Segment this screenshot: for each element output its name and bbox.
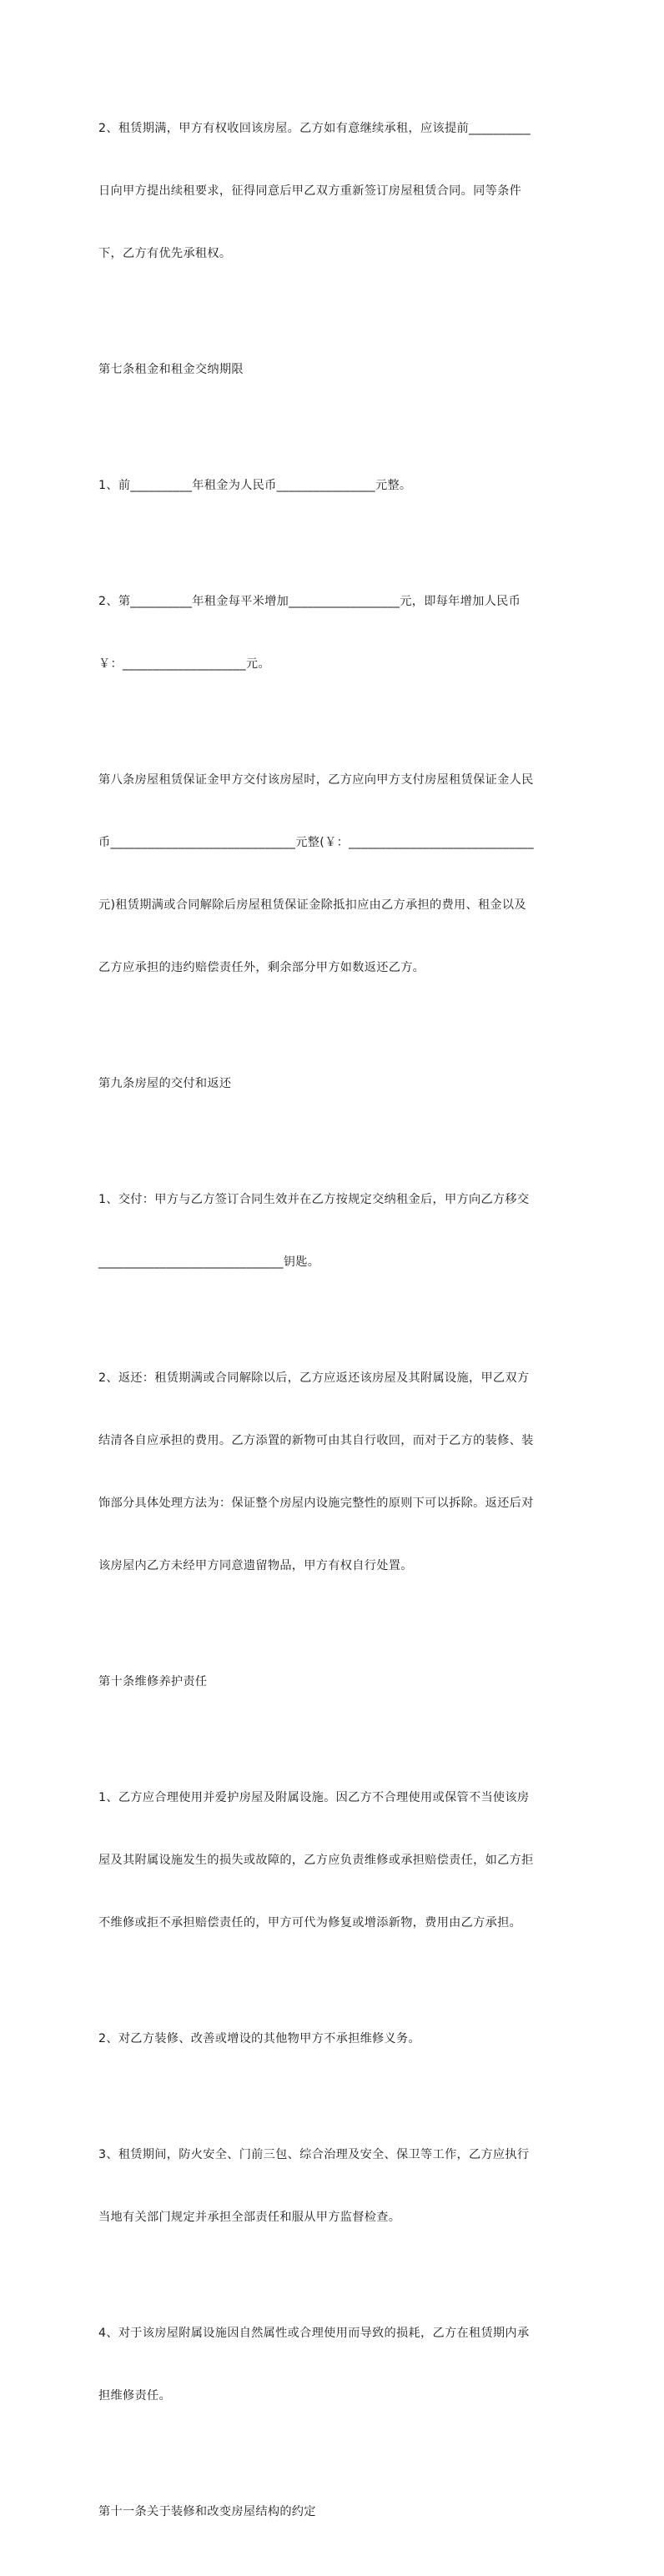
paragraph-rent-2 <box>98 550 567 717</box>
text-line: 1、交付：甲方与乙方签订合同生效并在乙方按规定交纳租金后，甲方向乙方移交 <box>98 1193 530 1206</box>
text-line: 币______________________________元整(￥：______________________________ <box>98 836 534 849</box>
text-line: 第十一条关于装修和改变房屋结构的约定 <box>98 2505 316 2518</box>
text-line: ______________________________钥匙。 <box>98 1255 320 1269</box>
text-line: 1、前__________年租金为人民币________________元整。 <box>98 479 412 492</box>
document-page <box>98 77 567 2576</box>
text-line: 结清各自应承担的费用。乙方添置的新物可由其自行收回，而对于乙方的装修、装 <box>98 1434 534 1447</box>
text-line: 日向甲方提出续租要求，征得同意后甲乙双方重新签订房屋租赁合同。同等条件 <box>98 184 522 198</box>
section-heading-7 <box>98 318 567 422</box>
paragraph-renewal <box>98 77 567 306</box>
text-line: 当地有关部门规定并承担全部责任和服从甲方监督检查。 <box>98 2211 401 2224</box>
text-line: 不维修或拒不承担赔偿责任的，甲方可代为修复或增添新物，费用由乙方承担。 <box>98 1916 522 1929</box>
section-heading-8-deposit <box>98 728 567 1020</box>
text-line: 2、返还：租赁期满或合同解除以后，乙方应返还该房屋及其附属设施，甲乙双方 <box>98 1371 530 1385</box>
text-line: 4、对于该房屋附属设施因自然属性或合理使用而导致的损耗，乙方在租赁期内承 <box>98 2327 530 2340</box>
text-line: 该房屋内乙方未经甲方同意遗留物品，甲方有权自行处置。 <box>98 1559 413 1572</box>
paragraph-maintenance-2 <box>98 1987 567 2091</box>
paragraph-return <box>98 1326 567 1618</box>
text-line: ￥：____________________元。 <box>98 657 270 671</box>
text-line: 第七条租金和租金交纳期限 <box>98 363 244 376</box>
text-line: 第十条维修养护责任 <box>98 1675 208 1688</box>
text-line: 2、对乙方装修、改善或增设的其他物甲方不承担维修义务。 <box>98 2032 421 2045</box>
text-line: 屋及其附属设施发生的损失或故障的，乙方应负责维修或承担赔偿责任，如乙方拒 <box>98 1854 534 1867</box>
paragraph-maintenance-4 <box>98 2282 567 2448</box>
text-line: 第九条房屋的交付和返还 <box>98 1077 232 1090</box>
text-line: 下，乙方有优先承租权。 <box>98 247 232 260</box>
section-heading-9 <box>98 1032 567 1136</box>
section-heading-10 <box>98 1630 567 1734</box>
text-line: 1、乙方应合理使用并爱护房屋及附属设施。因乙方不合理使用或保管不当使该房 <box>98 1791 530 1804</box>
text-line: 3、租赁期间，防火安全、门前三包、综合治理及安全、保卫等工作，乙方应执行 <box>98 2148 530 2161</box>
text-line: 2、租赁期满，甲方有权收回该房屋。乙方如有意继续承租，应该提前__________ <box>98 122 531 135</box>
text-line: 2、第__________年租金每平米增加__________________元，即每年增加人民币 <box>98 595 521 608</box>
text-line: 乙方应承担的违约赔偿责任外，剩余部分甲方如数返还乙方。 <box>98 961 425 974</box>
text-line: 元)租赁期满或合同解除后房屋租赁保证金除抵扣应由乙方承担的费用、租金以及 <box>98 898 526 912</box>
text-line: 饰部分具体处理方法为：保证整个房屋内设施完整性的原则下可以拆除。返还后对 <box>98 1497 534 1510</box>
paragraph-rent-1 <box>98 434 567 538</box>
paragraph-delivery <box>98 1148 567 1315</box>
text-line: 担维修责任。 <box>98 2389 171 2402</box>
paragraph-maintenance-3 <box>98 2103 567 2270</box>
paragraph-maintenance-1 <box>98 1746 567 1975</box>
section-heading-11 <box>98 2460 567 2564</box>
text-line: 第八条房屋租赁保证金甲方交付该房屋时，乙方应向甲方支付房屋租赁保证金人民 <box>98 773 534 787</box>
